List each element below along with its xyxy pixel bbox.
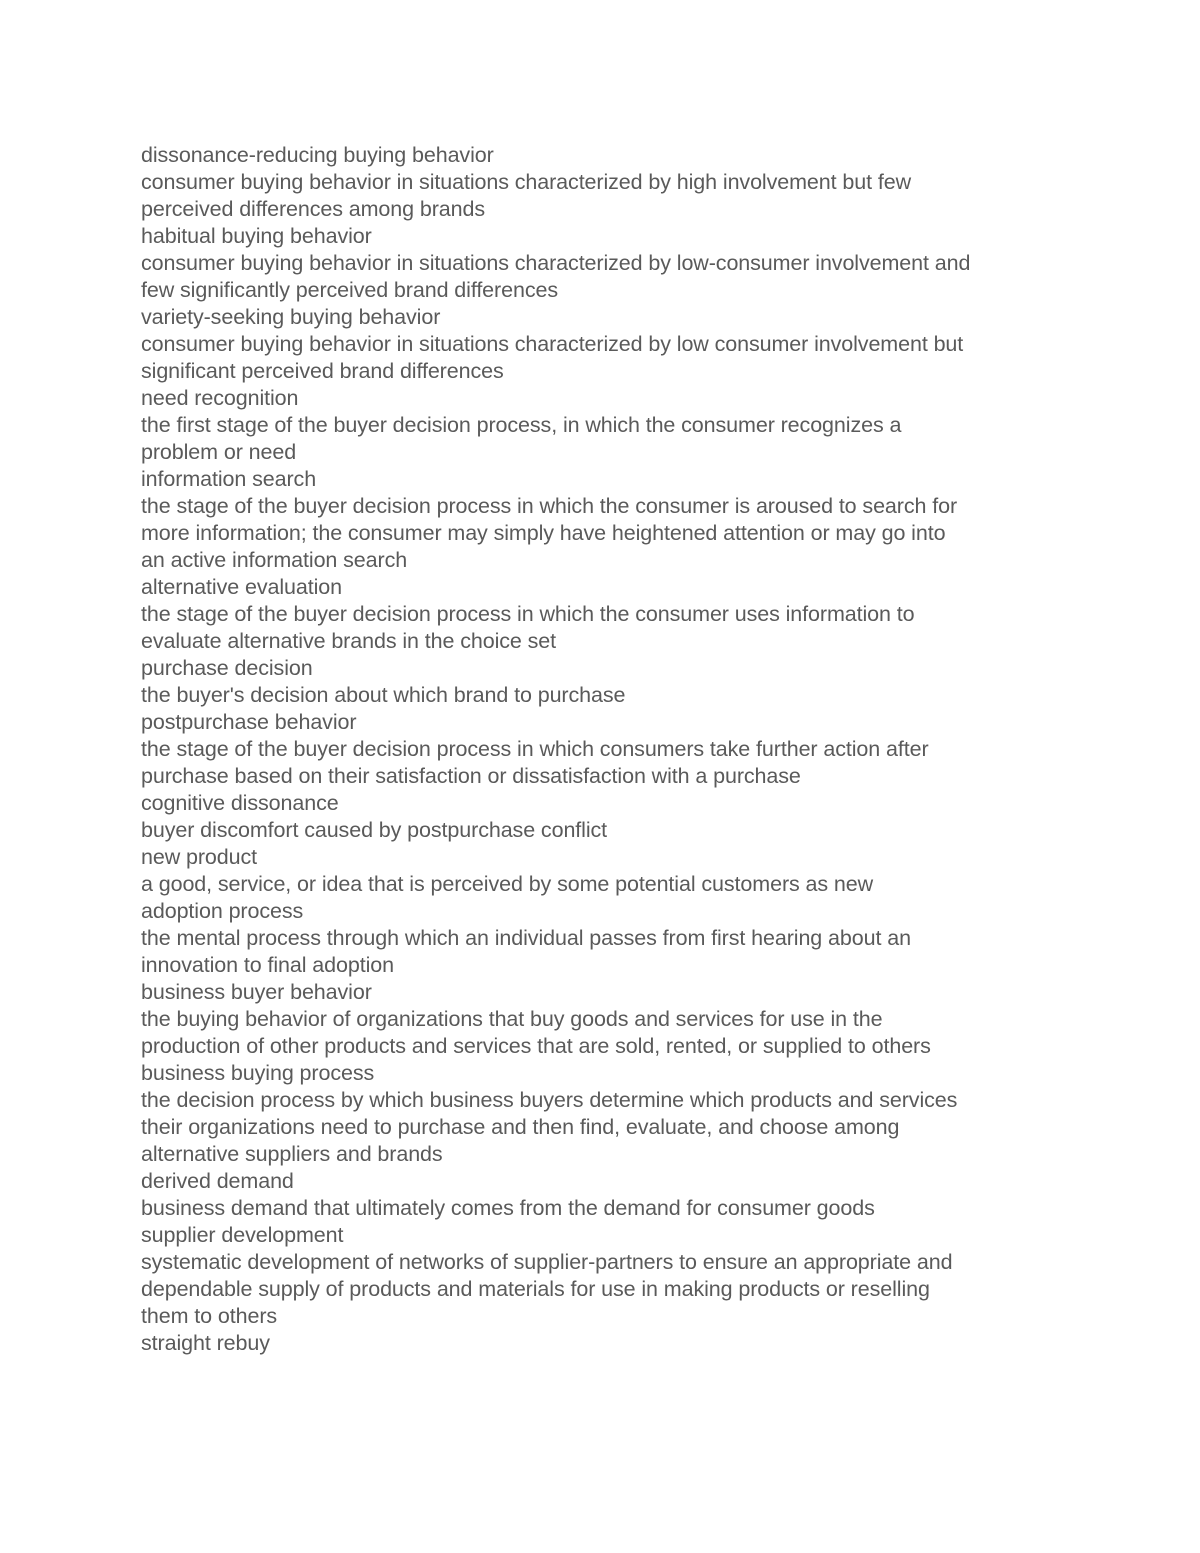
text-line: an active information search	[141, 548, 408, 572]
text-line: innovation to final adoption	[141, 953, 395, 977]
text-line: variety-seeking buying behavior	[141, 305, 441, 329]
text-line: supplier development	[141, 1223, 344, 1247]
text-line: alternative evaluation	[141, 575, 342, 599]
text-line: the stage of the buyer decision process in which consumers take further action after	[141, 737, 929, 761]
text-line: the first stage of the buyer decision process, in which the consumer recognizes a	[141, 413, 902, 437]
text-line: consumer buying behavior in situations characterized by low consumer involvement but	[141, 332, 964, 356]
text-line: derived demand	[141, 1169, 294, 1193]
text-line: the decision process by which business buyers determine which products and services	[141, 1088, 958, 1112]
text-line: alternative suppliers and brands	[141, 1142, 443, 1166]
text-line: more information; the consumer may simply have heightened attention or may go into	[141, 521, 946, 545]
text-line: problem or need	[141, 440, 297, 464]
text-line: habitual buying behavior	[141, 224, 372, 248]
text-line: the mental process through which an individual passes from first hearing about an	[141, 926, 911, 950]
text-line: postpurchase behavior	[141, 710, 357, 734]
text-line: them to others	[141, 1304, 278, 1328]
text-line: production of other products and services that are sold, rented, or supplied to others	[141, 1034, 931, 1058]
text-line: dependable supply of products and materials for use in making products or reselling	[141, 1277, 930, 1301]
text-line: significant perceived brand differences	[141, 359, 504, 383]
text-line: the buying behavior of organizations that buy goods and services for use in the	[141, 1007, 883, 1031]
text-line: a good, service, or idea that is perceived by some potential customers as new	[141, 872, 874, 896]
text-line: their organizations need to purchase and then find, evaluate, and choose among	[141, 1115, 900, 1139]
text-line: evaluate alternative brands in the choice set	[141, 629, 557, 653]
text-line: perceived differences among brands	[141, 197, 486, 221]
text-line: consumer buying behavior in situations characterized by low-consumer involvement and	[141, 251, 971, 275]
text-line: business demand that ultimately comes from the demand for consumer goods	[141, 1196, 875, 1220]
text-line: business buying process	[141, 1061, 375, 1085]
text-line: purchase based on their satisfaction or dissatisfaction with a purchase	[141, 764, 801, 788]
text-line: dissonance-reducing buying behavior	[141, 143, 494, 167]
text-line: few significantly perceived brand differences	[141, 278, 558, 302]
text-line: new product	[141, 845, 258, 869]
text-line: purchase decision	[141, 656, 313, 680]
text-line: cognitive dissonance	[141, 791, 339, 815]
text-line: adoption process	[141, 899, 304, 923]
text-line: need recognition	[141, 386, 299, 410]
text-line: the stage of the buyer decision process in which the consumer uses information to	[141, 602, 915, 626]
text-line: business buyer behavior	[141, 980, 372, 1004]
text-line: the stage of the buyer decision process in which the consumer is aroused to search for	[141, 494, 958, 518]
text-line: the buyer's decision about which brand to purchase	[141, 683, 626, 707]
document-text-body	[141, 142, 1071, 1357]
text-line: information search	[141, 467, 317, 491]
text-line: buyer discomfort caused by postpurchase conflict	[141, 818, 608, 842]
text-line: consumer buying behavior in situations characterized by high involvement but few	[141, 170, 912, 194]
text-line: systematic development of networks of supplier-partners to ensure an appropriate and	[141, 1250, 953, 1274]
text-line: straight rebuy	[141, 1331, 270, 1355]
